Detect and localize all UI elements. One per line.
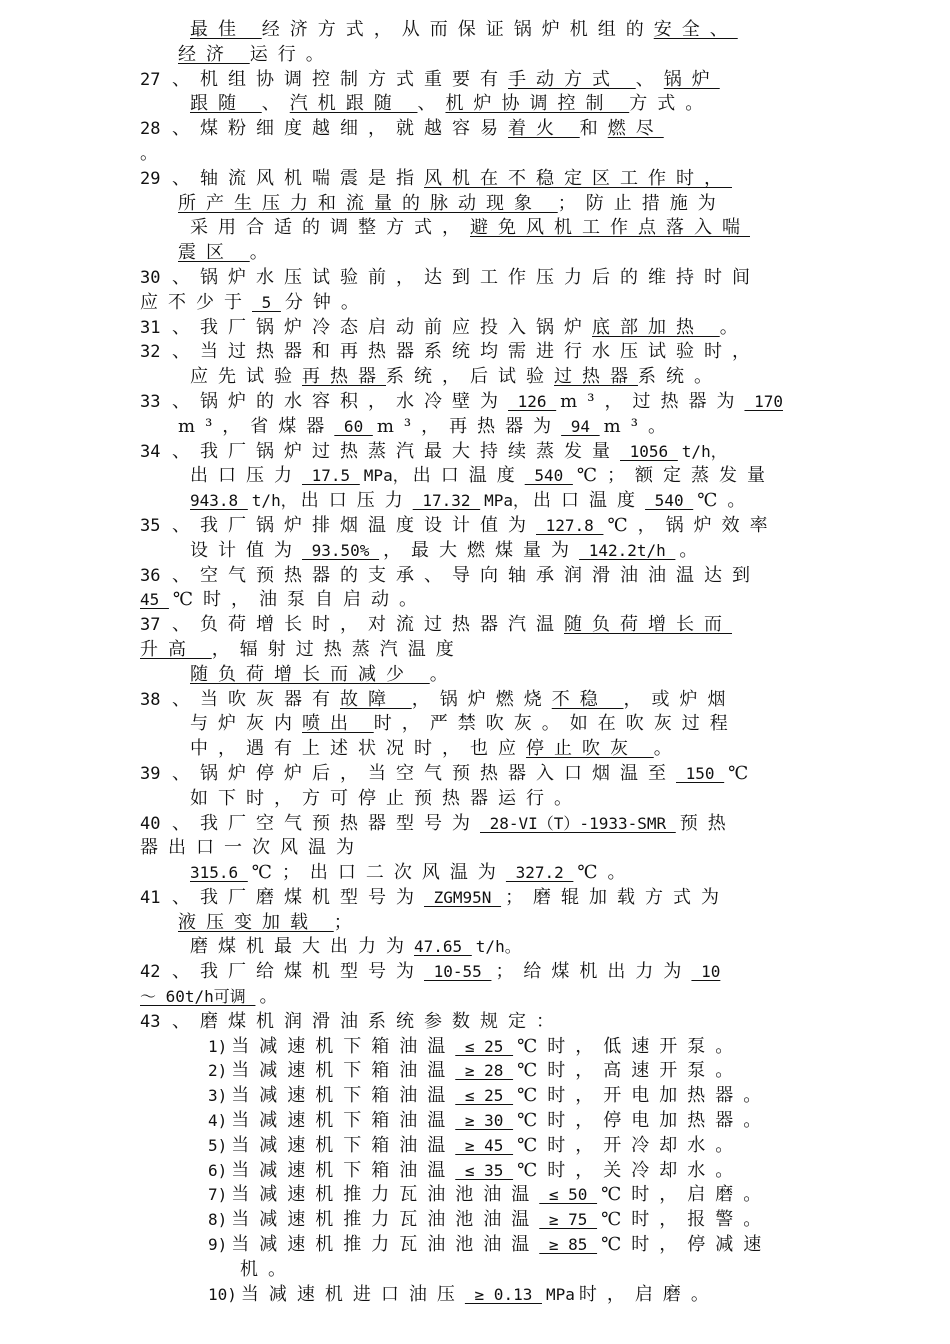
item-number: 41 <box>140 887 161 908</box>
text-segment: 、机组协调控制方式重要有 <box>172 68 508 90</box>
line-text <box>208 1283 719 1308</box>
text-segment: ℃时，低速开泵。 <box>517 1035 744 1057</box>
item-number: 28 <box>140 119 161 140</box>
text-line <box>0 762 950 787</box>
text-segment: 磨煤机最大出力为 <box>190 936 414 958</box>
text-segment: m³，再热器为 <box>376 415 562 437</box>
text-line <box>0 613 950 638</box>
answer-blank: 17.32 <box>412 491 481 511</box>
text-line <box>0 43 950 68</box>
text-segment: 。 <box>679 539 708 561</box>
answer-blank: 最佳 <box>190 19 262 40</box>
text-line <box>0 117 950 142</box>
text-segment: t/h。 <box>475 937 521 957</box>
line-text <box>178 192 726 217</box>
answer-blank: 避免风机工作点落入喘 <box>470 217 750 239</box>
answer-blank: 943.8 <box>190 491 248 511</box>
answer-blank: 540 <box>524 466 573 486</box>
answer-blank: 安全、 <box>653 19 738 40</box>
answer-blank: 燃尽 <box>607 118 664 140</box>
text-segment: 当减速机进口油压 <box>240 1283 465 1305</box>
item-number: 34 <box>140 441 161 462</box>
text-segment: ℃，锅炉效率 <box>607 514 778 536</box>
text-segment: 中，遇有上述状况时，也应 <box>190 738 526 760</box>
text-segment: ℃时，油泵自启动。 <box>172 589 428 611</box>
text-segment: 、我厂给煤机型号为 <box>172 961 424 983</box>
text-segment: ℃时，关冷却水。 <box>517 1159 744 1181</box>
text-line <box>0 1258 950 1283</box>
text-segment: 5) <box>208 1135 228 1155</box>
text-line <box>0 861 950 886</box>
text-segment: 、 <box>417 93 446 115</box>
answer-blank: ≤ 50 <box>539 1185 598 1205</box>
text-line <box>0 1208 950 1233</box>
line-text <box>208 1208 771 1233</box>
answer-blank: ≥ 85 <box>539 1235 598 1255</box>
text-segment: ℃时，停电加热器。 <box>517 1110 772 1132</box>
text-segment: 2) <box>208 1061 228 1081</box>
text-line <box>0 985 950 1010</box>
answer-blank: 停止吹灰 <box>526 738 654 760</box>
answer-blank: 5 <box>252 292 281 312</box>
document-page <box>0 18 950 1307</box>
answer-blank: 170 <box>744 391 783 411</box>
line-text <box>190 365 722 390</box>
line-text <box>190 663 458 688</box>
text-segment: 、当过热器和再热器系统均需进行水压试验时， <box>172 341 760 363</box>
text-line <box>0 1109 950 1134</box>
line-text <box>208 1159 743 1184</box>
line-text <box>140 291 369 316</box>
text-line <box>0 1233 950 1258</box>
text-line <box>0 638 950 663</box>
text-segment: 当减速机推力瓦油池油温 <box>231 1234 540 1256</box>
text-segment: m³，过热器为 <box>560 390 745 412</box>
text-segment: 9) <box>208 1235 228 1255</box>
line-text <box>178 241 278 266</box>
text-line <box>0 836 950 861</box>
text-segment: ℃时，开冷却水。 <box>517 1134 744 1156</box>
item-number: 43 <box>140 1011 161 1032</box>
line-text <box>172 613 732 638</box>
text-line <box>0 489 950 514</box>
text-segment: ℃；额定蒸发量 <box>576 465 776 487</box>
text-segment: 。 <box>653 738 682 760</box>
answer-blank: 28-VI（T）-1933-SMR <box>480 813 676 833</box>
answer-blank: 再热器 <box>302 366 386 388</box>
answer-blank: 10 <box>691 962 721 982</box>
text-line <box>0 1010 950 1035</box>
answer-blank: 故障 <box>340 688 412 710</box>
text-segment: 、锅炉的水容积，水冷壁为 <box>172 390 508 412</box>
line-text <box>208 1183 771 1208</box>
line-text <box>172 390 787 415</box>
answer-blank: 540 <box>645 491 694 511</box>
line-text <box>172 340 760 365</box>
text-segment: 、 <box>635 68 664 90</box>
item-number: 33 <box>140 391 161 412</box>
text-segment: 8) <box>208 1210 228 1230</box>
line-text <box>172 886 729 911</box>
text-segment: 机。 <box>240 1258 296 1280</box>
line-text <box>172 1010 564 1035</box>
text-line <box>0 688 950 713</box>
answer-blank: 126 <box>508 391 557 411</box>
item-number: 31 <box>140 317 161 338</box>
line-text <box>208 1059 743 1084</box>
line-text <box>190 464 775 489</box>
line-text <box>208 1109 771 1134</box>
text-segment: 、我厂锅炉排烟温度设计值为 <box>172 514 536 536</box>
text-segment: 、锅炉停炉后，当空气预热器入口烟温至 <box>172 762 676 784</box>
answer-blank: 着火 <box>508 118 580 140</box>
text-line <box>0 241 950 266</box>
item-number: 27 <box>140 69 161 90</box>
text-segment: 当减速机推力瓦油池油温 <box>231 1184 540 1206</box>
text-segment: 出口温度 <box>533 490 646 512</box>
text-segment: t/h， <box>251 491 297 511</box>
text-segment: 。 <box>259 986 288 1008</box>
text-line <box>0 440 950 465</box>
item-number: 36 <box>140 565 161 586</box>
text-segment: t/h， <box>681 441 727 461</box>
text-line <box>0 1283 950 1308</box>
answer-blank: 手动方式 <box>508 68 636 90</box>
answer-blank: 17.5 <box>302 466 360 486</box>
line-text <box>172 960 724 985</box>
text-segment: 、锅炉水压试验前，达到工作压力后的维持时间 <box>172 266 760 288</box>
line-text <box>208 1233 771 1258</box>
text-segment: 、我厂锅炉冷态启动前应投入锅炉 <box>172 316 592 338</box>
text-segment: ，锅炉燃烧 <box>411 688 552 710</box>
text-segment: 、我厂锅炉过热蒸汽最大持续蒸发量 <box>172 440 620 462</box>
text-segment: 方式。 <box>629 93 714 115</box>
text-line <box>0 712 950 737</box>
text-segment: 。 <box>429 663 458 685</box>
answer-blank: ≤ 25 <box>455 1086 514 1106</box>
text-segment: 时，启磨。 <box>578 1283 719 1305</box>
text-segment: 、轴流风机喘震是指 <box>172 167 424 189</box>
text-line <box>0 663 950 688</box>
line-text <box>140 588 427 613</box>
item-number: 39 <box>140 763 161 784</box>
text-line <box>0 216 950 241</box>
text-line <box>0 18 950 43</box>
text-segment: 当减速机下箱油温 <box>231 1035 456 1057</box>
text-segment: 出口温度 <box>412 465 525 487</box>
text-line <box>0 390 950 415</box>
answer-blank: 10-55 <box>424 962 492 982</box>
text-segment: ℃时，启磨。 <box>601 1184 772 1206</box>
text-line <box>0 340 950 365</box>
answer-blank: 汽机跟随 <box>289 93 418 115</box>
line-text <box>190 935 525 960</box>
text-segment: 、 <box>261 93 290 115</box>
text-segment: ℃；出口二次风温为 <box>251 862 506 884</box>
item-number: 37 <box>140 615 161 636</box>
line-text <box>172 316 748 341</box>
answer-blank: 液压变加载 <box>178 911 334 933</box>
text-segment: 。 <box>249 242 278 264</box>
text-line <box>0 316 950 341</box>
text-segment: ℃时，高速开泵。 <box>517 1060 744 1082</box>
text-segment: 当减速机推力瓦油池油温 <box>231 1209 540 1231</box>
line-text <box>172 440 731 465</box>
answer-blank: 随负荷增长而 <box>564 614 732 636</box>
text-segment: 分钟。 <box>284 291 369 313</box>
text-segment: m³，省煤器 <box>178 415 335 437</box>
text-segment: 和 <box>579 118 608 140</box>
answer-blank: ≥ 30 <box>455 1111 514 1131</box>
text-segment: 4) <box>208 1111 228 1131</box>
answer-blank: 315.6 <box>190 863 248 883</box>
item-number: 40 <box>140 813 161 834</box>
text-segment: 与炉灰内 <box>190 713 302 735</box>
text-segment: 运行。 <box>249 43 334 65</box>
text-segment: 当减速机下箱油温 <box>231 1110 456 1132</box>
answer-blank: 327.2 <box>505 863 574 883</box>
answer-blank: 60 <box>334 416 373 436</box>
text-line <box>0 1035 950 1060</box>
answer-blank: 风机在不稳定区工作时， <box>424 167 732 189</box>
answer-blank: 1056 <box>620 441 678 461</box>
text-segment: m³。 <box>603 415 676 437</box>
text-segment: 、空气预热器的支承、导向轴承润滑油油温达到 <box>172 564 760 586</box>
text-segment: 、磨煤机润滑油系统参数规定： <box>172 1010 564 1032</box>
text-segment: ℃。 <box>577 862 636 884</box>
text-segment: 、煤粉细度越细，就越容易 <box>172 118 508 140</box>
text-segment: 系统。 <box>638 366 722 388</box>
line-text <box>172 564 760 589</box>
text-line <box>0 737 950 762</box>
line-text <box>208 1134 743 1159</box>
text-line <box>0 1084 950 1109</box>
text-segment: ℃ <box>728 762 759 784</box>
text-segment: 当减速机下箱油温 <box>231 1134 456 1156</box>
line-text <box>190 216 750 241</box>
text-line <box>0 291 950 316</box>
text-segment: ；给煤机出力为 <box>495 961 692 983</box>
text-segment: ，或炉烟 <box>623 688 736 710</box>
text-segment: ，最大燃煤量为 <box>383 539 580 561</box>
text-segment: 设计值为 <box>190 539 302 561</box>
line-text <box>172 167 732 192</box>
line-text <box>178 43 334 68</box>
answer-blank: 150 <box>676 763 725 783</box>
text-segment: ；磨辊加载方式为 <box>505 886 730 908</box>
text-segment: 预热 <box>679 812 736 834</box>
text-segment: 。 <box>140 142 168 164</box>
answer-blank: ≥ 28 <box>455 1061 514 1081</box>
answer-blank: ～ 60t/h可调 <box>140 987 256 1007</box>
line-text <box>178 911 362 936</box>
answer-blank: 45 <box>140 590 169 610</box>
line-text <box>140 638 464 663</box>
answer-blank: 锅炉 <box>663 68 720 90</box>
text-line <box>0 365 950 390</box>
text-segment: ℃。 <box>697 490 756 512</box>
line-text <box>172 812 736 837</box>
answer-blank: 不稳 <box>551 688 624 710</box>
text-line <box>0 192 950 217</box>
line-text <box>190 539 707 564</box>
line-text <box>190 712 738 737</box>
text-segment: ℃时，停减速 <box>601 1234 772 1256</box>
answer-blank: ≤ 35 <box>455 1160 514 1180</box>
text-line <box>0 1134 950 1159</box>
text-line <box>0 167 950 192</box>
answer-blank: 升高 <box>140 638 212 660</box>
text-segment: 出口压力 <box>190 465 302 487</box>
line-text <box>190 861 636 886</box>
text-segment: 出口压力 <box>300 490 413 512</box>
line-text <box>240 1258 296 1283</box>
text-segment: 器出口一次风温为 <box>140 837 364 859</box>
answer-blank: ≥ 75 <box>539 1210 598 1230</box>
text-line <box>0 539 950 564</box>
answer-blank: ≥ 0.13 <box>464 1284 542 1304</box>
text-line <box>0 1183 950 1208</box>
answer-blank: 所产生压力和流量的脉动现象 <box>178 192 558 214</box>
answer-blank: 跟随 <box>190 93 262 115</box>
line-text <box>140 142 168 167</box>
line-text <box>140 985 287 1010</box>
item-number: 30 <box>140 267 161 288</box>
answer-blank: 机炉协调控制 <box>445 93 630 115</box>
text-line <box>0 812 950 837</box>
text-segment: 10) <box>208 1284 237 1304</box>
text-segment: ℃时，开电加热器。 <box>517 1085 772 1107</box>
text-line <box>0 564 950 589</box>
text-segment: 当减速机下箱油温 <box>231 1159 456 1181</box>
text-segment: 3) <box>208 1086 228 1106</box>
item-number: 29 <box>140 168 161 189</box>
text-line <box>0 415 950 440</box>
text-segment: 7) <box>208 1185 228 1205</box>
answer-blank: ≤ 25 <box>455 1036 514 1056</box>
line-text <box>172 688 735 713</box>
text-segment: 系统，后试验 <box>386 366 554 388</box>
line-text <box>190 92 713 117</box>
line-text <box>172 762 758 787</box>
answer-blank: 142.2t/h <box>579 540 676 560</box>
answer-blank: 底部加热 <box>592 316 720 338</box>
line-text <box>172 266 760 291</box>
line-text <box>140 836 364 861</box>
text-segment: 时，严禁吹灰。如在吹灰过程 <box>373 713 738 735</box>
text-line <box>0 787 950 812</box>
answer-blank: 过热器 <box>554 366 638 388</box>
item-number: 42 <box>140 962 161 983</box>
text-segment: MPa， <box>484 491 530 511</box>
answer-blank: 127.8 <box>536 515 604 535</box>
text-segment: 、我厂磨煤机型号为 <box>172 886 424 908</box>
text-segment: ，辐射过热蒸汽温度 <box>211 638 464 660</box>
text-segment: 、当吹灰器有 <box>172 688 340 710</box>
text-segment: 经济方式，从而保证锅炉机组的 <box>261 19 654 40</box>
text-segment: MPa <box>545 1284 575 1304</box>
answer-blank: 震区 <box>178 242 250 264</box>
text-segment: 1) <box>208 1036 228 1056</box>
line-text <box>190 737 682 762</box>
text-line <box>0 68 950 93</box>
text-segment: 应先试验 <box>190 366 302 388</box>
answer-blank: 47.65 <box>414 937 472 957</box>
text-segment: 6) <box>208 1160 228 1180</box>
text-segment: 应不少于 <box>140 291 252 313</box>
text-line <box>0 1059 950 1084</box>
line-text <box>172 117 664 142</box>
text-line <box>0 935 950 960</box>
text-segment: 。 <box>719 316 748 338</box>
text-segment: ℃时，报警。 <box>601 1209 772 1231</box>
line-text <box>190 489 755 514</box>
answer-blank: 随负荷增长而减少 <box>190 663 430 685</box>
text-line <box>0 1159 950 1184</box>
line-text <box>190 787 582 812</box>
line-text <box>208 1035 743 1060</box>
text-segment: MPa， <box>363 466 409 486</box>
text-line <box>0 92 950 117</box>
answer-blank: 93.50% <box>302 540 380 560</box>
item-number: 32 <box>140 342 161 363</box>
line-text <box>172 514 778 539</box>
text-segment: 、我厂空气预热器型号为 <box>172 812 480 834</box>
line-text <box>178 415 676 440</box>
line-text <box>172 68 720 93</box>
text-segment: 采用合适的调整方式， <box>190 217 470 239</box>
text-segment: 、负荷增长时，对流过热器汽温 <box>172 614 564 636</box>
answer-blank: 经济 <box>178 43 250 65</box>
line-text <box>190 18 738 43</box>
item-number: 35 <box>140 515 161 536</box>
text-line <box>0 588 950 613</box>
text-line <box>0 911 950 936</box>
text-line <box>0 514 950 539</box>
text-segment: ；防止措施为 <box>557 192 726 214</box>
line-text <box>208 1084 771 1109</box>
answer-blank: 94 <box>561 416 600 436</box>
text-segment: 当减速机下箱油温 <box>231 1085 456 1107</box>
text-line <box>0 960 950 985</box>
text-line <box>0 266 950 291</box>
text-line <box>0 886 950 911</box>
text-segment: 如下时，方可停止预热器运行。 <box>190 787 582 809</box>
text-line <box>0 142 950 167</box>
item-number: 38 <box>140 689 161 710</box>
text-segment: ； <box>333 911 362 933</box>
answer-blank: 喷出 <box>302 713 374 735</box>
text-line <box>0 464 950 489</box>
answer-blank: ZGM95N <box>424 887 502 907</box>
answer-blank: ≥ 45 <box>455 1135 514 1155</box>
text-segment: 当减速机下箱油温 <box>231 1060 456 1082</box>
